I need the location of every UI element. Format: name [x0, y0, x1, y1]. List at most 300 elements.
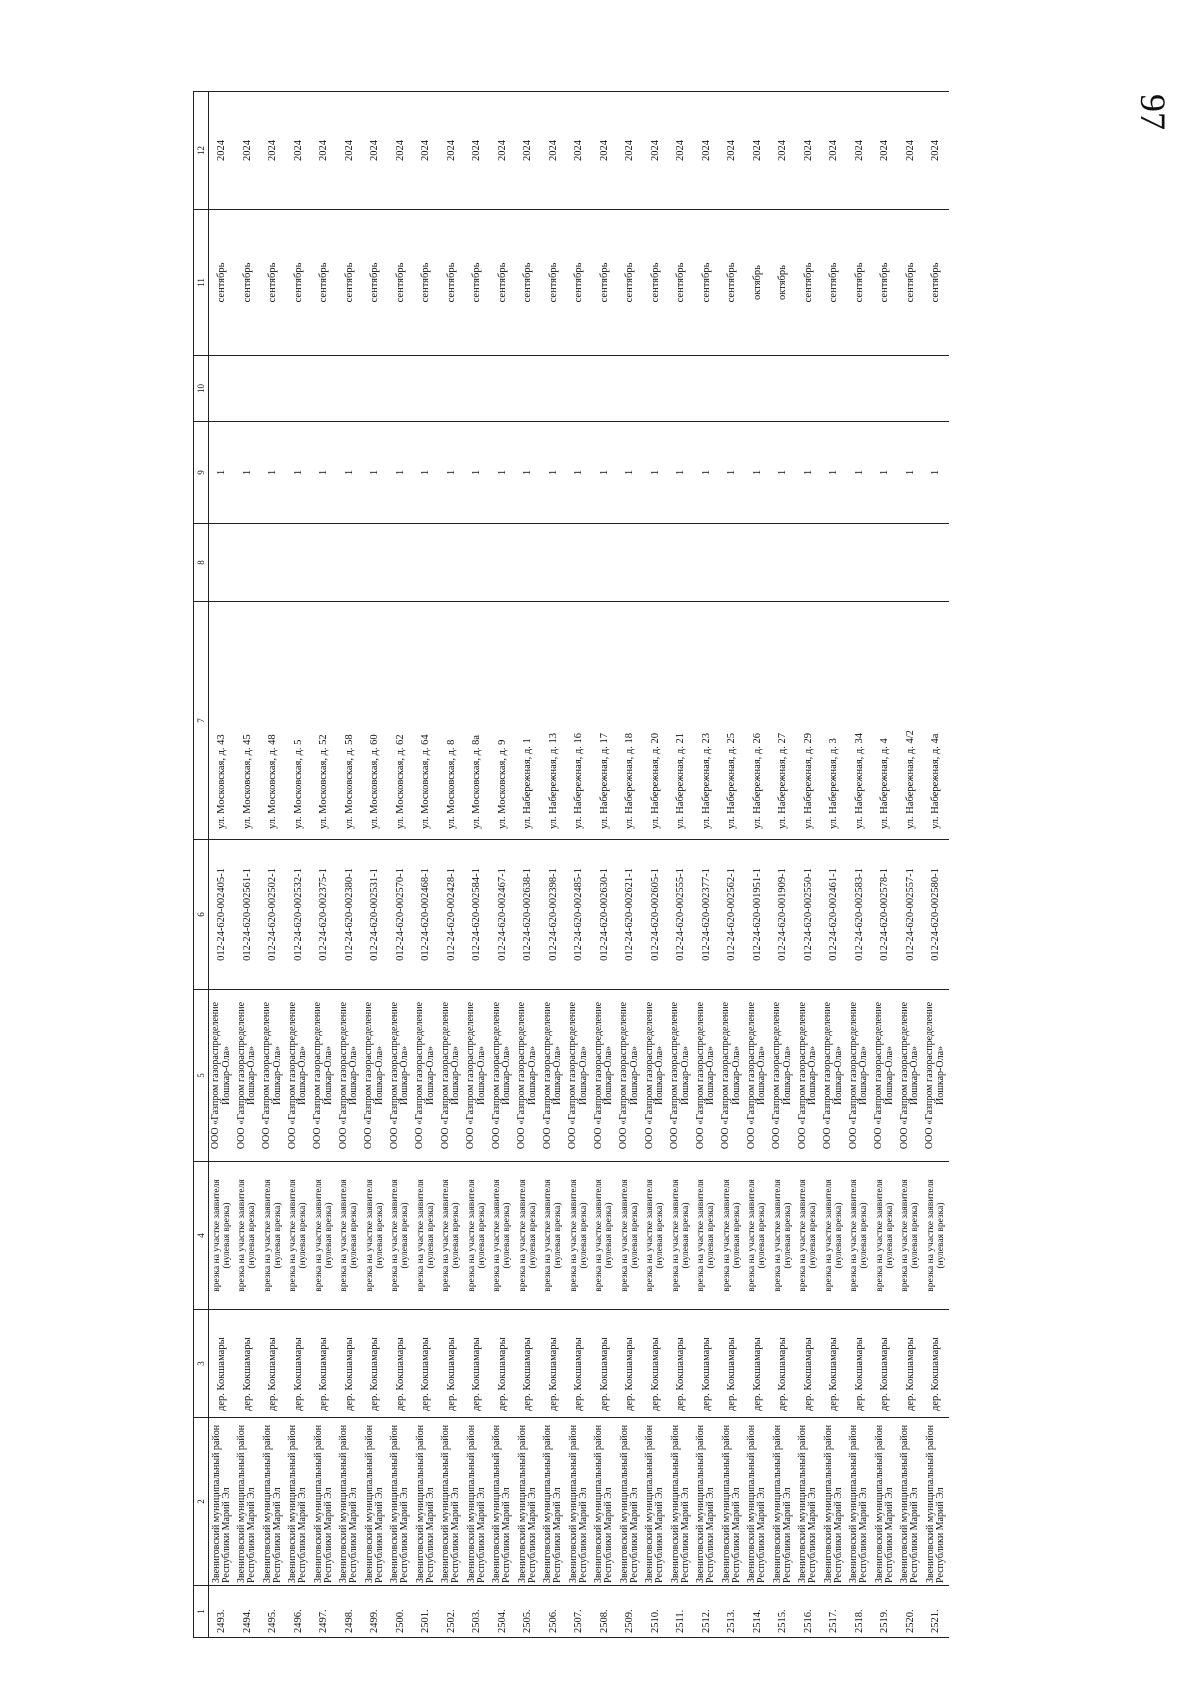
- cell-col10-value: [821, 356, 847, 422]
- cell-settlement: дер. Кокшамары: [337, 1310, 363, 1418]
- cell-row-number: 2520.: [898, 1586, 924, 1638]
- cell-col8-value: [439, 524, 465, 602]
- cell-address: ул. Набережная, д. 27: [770, 602, 796, 840]
- cell-year: 2024: [719, 92, 745, 210]
- cell-address: ул. Московская, д. 62: [388, 602, 414, 840]
- cell-address: ул. Набережная, д. 13: [541, 602, 567, 840]
- cell-month: сентябрь: [490, 210, 516, 356]
- cell-year: 2024: [439, 92, 465, 210]
- table-row: [388, 92, 414, 1638]
- cell-address: ул. Набережная, д. 20: [643, 602, 669, 840]
- cell-month: сентябрь: [796, 210, 822, 356]
- cell-quantity: 1: [209, 422, 235, 524]
- cell-connection-type: врезка на участке заявителя (нулевая врезка): [617, 1162, 643, 1310]
- cell-organization: ООО «Газпром газораспределение Йошкар-Ола»: [566, 990, 592, 1162]
- cell-col10-value: [617, 356, 643, 422]
- cell-application-number: 012-24-620-002550-1: [796, 840, 822, 990]
- cell-connection-type: врезка на участке заявителя (нулевая врезка): [439, 1162, 465, 1310]
- cell-organization: ООО «Газпром газораспределение Йошкар-Ола»: [209, 990, 235, 1162]
- cell-col8-value: [464, 524, 490, 602]
- cell-settlement: дер. Кокшамары: [260, 1310, 286, 1418]
- cell-col8-value: [337, 524, 363, 602]
- cell-district: Звениговский муниципальный район Республики Марий Эл: [923, 1418, 949, 1586]
- cell-connection-type: врезка на участке заявителя (нулевая врезка): [643, 1162, 669, 1310]
- cell-col10-value: [872, 356, 898, 422]
- cell-address: ул. Набережная, д. 4а: [923, 602, 949, 840]
- cell-col10-value: [413, 356, 439, 422]
- column-header-9: 9: [194, 422, 209, 524]
- cell-application-number: 012-24-620-002555-1: [668, 840, 694, 990]
- cell-district: Звениговский муниципальный район Республики Марий Эл: [668, 1418, 694, 1586]
- column-header-1: 1: [194, 1586, 209, 1638]
- cell-application-number: 012-24-620-002375-1: [311, 840, 337, 990]
- cell-address: ул. Московская, д. 58: [337, 602, 363, 840]
- cell-organization: ООО «Газпром газораспределение Йошкар-Ола»: [719, 990, 745, 1162]
- cell-month: октябрь: [745, 210, 771, 356]
- cell-col10-value: [923, 356, 949, 422]
- cell-application-number: 012-24-620-002398-1: [541, 840, 567, 990]
- cell-organization: ООО «Газпром газораспределение Йошкар-Ола»: [617, 990, 643, 1162]
- cell-district: Звениговский муниципальный район Республики Марий Эл: [770, 1418, 796, 1586]
- cell-row-number: 2499.: [362, 1586, 388, 1638]
- table-row: [694, 92, 720, 1638]
- cell-month: сентябрь: [617, 210, 643, 356]
- cell-quantity: 1: [745, 422, 771, 524]
- cell-month: сентябрь: [362, 210, 388, 356]
- table-row: [872, 92, 898, 1638]
- cell-address: ул. Набережная, д. 26: [745, 602, 771, 840]
- cell-district: Звениговский муниципальный район Республики Марий Эл: [566, 1418, 592, 1586]
- cell-connection-type: врезка на участке заявителя (нулевая врезка): [541, 1162, 567, 1310]
- cell-month: сентябрь: [821, 210, 847, 356]
- cell-col10-value: [796, 356, 822, 422]
- cell-connection-type: врезка на участке заявителя (нулевая врезка): [362, 1162, 388, 1310]
- cell-settlement: дер. Кокшамары: [821, 1310, 847, 1418]
- cell-application-number: 012-24-620-002638-1: [515, 840, 541, 990]
- cell-connection-type: врезка на участке заявителя (нулевая врезка): [337, 1162, 363, 1310]
- cell-district: Звениговский муниципальный район Республики Марий Эл: [490, 1418, 516, 1586]
- cell-connection-type: врезка на участке заявителя (нулевая врезка): [490, 1162, 516, 1310]
- cell-settlement: дер. Кокшамары: [490, 1310, 516, 1418]
- column-header-3: 3: [194, 1310, 209, 1418]
- cell-connection-type: врезка на участке заявителя (нулевая врезка): [821, 1162, 847, 1310]
- cell-settlement: дер. Кокшамары: [541, 1310, 567, 1418]
- cell-application-number: 012-24-620-002532-1: [286, 840, 312, 990]
- cell-col10-value: [847, 356, 873, 422]
- cell-settlement: дер. Кокшамары: [439, 1310, 465, 1418]
- cell-connection-type: врезка на участке заявителя (нулевая врезка): [260, 1162, 286, 1310]
- cell-col10-value: [311, 356, 337, 422]
- cell-address: ул. Московская, д. 64: [413, 602, 439, 840]
- table-row: [566, 92, 592, 1638]
- cell-district: Звениговский муниципальный район Республики Марий Эл: [260, 1418, 286, 1586]
- cell-col10-value: [668, 356, 694, 422]
- cell-application-number: 012-24-620-002557-1: [898, 840, 924, 990]
- cell-district: Звениговский муниципальный район Республики Марий Эл: [898, 1418, 924, 1586]
- cell-year: 2024: [515, 92, 541, 210]
- table-row: [617, 92, 643, 1638]
- cell-district: Звениговский муниципальный район Республики Марий Эл: [439, 1418, 465, 1586]
- cell-address: ул. Набережная, д. 1: [515, 602, 541, 840]
- cell-col8-value: [592, 524, 618, 602]
- cell-quantity: 1: [617, 422, 643, 524]
- table-row: [898, 92, 924, 1638]
- cell-year: 2024: [541, 92, 567, 210]
- cell-row-number: 2501.: [413, 1586, 439, 1638]
- cell-quantity: 1: [541, 422, 567, 524]
- cell-row-number: 2503.: [464, 1586, 490, 1638]
- cell-organization: ООО «Газпром газораспределение Йошкар-Ола»: [872, 990, 898, 1162]
- cell-row-number: 2519.: [872, 1586, 898, 1638]
- table-row: [235, 92, 261, 1638]
- cell-col8-value: [566, 524, 592, 602]
- cell-year: 2024: [311, 92, 337, 210]
- cell-row-number: 2502.: [439, 1586, 465, 1638]
- page-number: 97: [1133, 94, 1173, 130]
- cell-district: Звениговский муниципальный район Республики Марий Эл: [592, 1418, 618, 1586]
- cell-address: ул. Московская, д. 48: [260, 602, 286, 840]
- cell-settlement: дер. Кокшамары: [770, 1310, 796, 1418]
- cell-quantity: 1: [388, 422, 414, 524]
- cell-settlement: дер. Кокшамары: [898, 1310, 924, 1418]
- cell-connection-type: врезка на участке заявителя (нулевая врезка): [235, 1162, 261, 1310]
- cell-application-number: 012-24-620-002583-1: [847, 840, 873, 990]
- cell-connection-type: врезка на участке заявителя (нулевая врезка): [796, 1162, 822, 1310]
- cell-application-number: 012-24-620-002621-1: [617, 840, 643, 990]
- cell-quantity: 1: [311, 422, 337, 524]
- cell-organization: ООО «Газпром газораспределение Йошкар-Ола»: [643, 990, 669, 1162]
- cell-row-number: 2498.: [337, 1586, 363, 1638]
- cell-connection-type: врезка на участке заявителя (нулевая врезка): [388, 1162, 414, 1310]
- cell-col8-value: [388, 524, 414, 602]
- cell-address: ул. Набережная, д. 34: [847, 602, 873, 840]
- cell-address: ул. Набережная, д. 3: [821, 602, 847, 840]
- cell-address: ул. Набережная, д. 23: [694, 602, 720, 840]
- cell-application-number: 012-24-620-002467-1: [490, 840, 516, 990]
- cell-quantity: 1: [923, 422, 949, 524]
- cell-col8-value: [770, 524, 796, 602]
- cell-connection-type: врезка на участке заявителя (нулевая врезка): [847, 1162, 873, 1310]
- cell-connection-type: врезка на участке заявителя (нулевая врезка): [515, 1162, 541, 1310]
- cell-quantity: 1: [362, 422, 388, 524]
- cell-month: сентябрь: [541, 210, 567, 356]
- cell-address: ул. Набережная, д. 17: [592, 602, 618, 840]
- cell-col10-value: [235, 356, 261, 422]
- cell-month: сентябрь: [337, 210, 363, 356]
- cell-row-number: 2513.: [719, 1586, 745, 1638]
- cell-organization: ООО «Газпром газораспределение Йошкар-Ола»: [796, 990, 822, 1162]
- cell-organization: ООО «Газпром газораспределение Йошкар-Ола»: [668, 990, 694, 1162]
- cell-organization: ООО «Газпром газораспределение Йошкар-Ола»: [388, 990, 414, 1162]
- table-row: [413, 92, 439, 1638]
- cell-month: сентябрь: [515, 210, 541, 356]
- cell-organization: ООО «Газпром газораспределение Йошкар-Ола»: [694, 990, 720, 1162]
- cell-row-number: 2496.: [286, 1586, 312, 1638]
- cell-col10-value: [541, 356, 567, 422]
- cell-district: Звениговский муниципальный район Республики Марий Эл: [745, 1418, 771, 1586]
- cell-connection-type: врезка на участке заявителя (нулевая врезка): [694, 1162, 720, 1310]
- cell-application-number: 012-24-620-002570-1: [388, 840, 414, 990]
- cell-col10-value: [592, 356, 618, 422]
- cell-col8-value: [413, 524, 439, 602]
- cell-col10-value: [719, 356, 745, 422]
- cell-row-number: 2516.: [796, 1586, 822, 1638]
- column-header-5: 5: [194, 990, 209, 1162]
- cell-organization: ООО «Газпром газораспределение Йошкар-Ола»: [413, 990, 439, 1162]
- cell-row-number: 2518.: [847, 1586, 873, 1638]
- cell-district: Звениговский муниципальный район Республики Марий Эл: [617, 1418, 643, 1586]
- cell-row-number: 2508.: [592, 1586, 618, 1638]
- cell-col8-value: [821, 524, 847, 602]
- cell-year: 2024: [209, 92, 235, 210]
- cell-address: ул. Набережная, д. 4: [872, 602, 898, 840]
- cell-application-number: 012-24-620-002428-1: [439, 840, 465, 990]
- cell-district: Звениговский муниципальный район Республики Марий Эл: [362, 1418, 388, 1586]
- cell-month: сентябрь: [668, 210, 694, 356]
- cell-col10-value: [209, 356, 235, 422]
- cell-connection-type: врезка на участке заявителя (нулевая врезка): [872, 1162, 898, 1310]
- cell-application-number: 012-24-620-002578-1: [872, 840, 898, 990]
- cell-address: ул. Набережная, д. 25: [719, 602, 745, 840]
- cell-settlement: дер. Кокшамары: [286, 1310, 312, 1418]
- cell-connection-type: врезка на участке заявителя (нулевая врезка): [770, 1162, 796, 1310]
- cell-quantity: 1: [439, 422, 465, 524]
- cell-district: Звениговский муниципальный район Республики Марий Эл: [796, 1418, 822, 1586]
- cell-district: Звениговский муниципальный район Республики Марий Эл: [719, 1418, 745, 1586]
- cell-quantity: 1: [898, 422, 924, 524]
- table-row: [439, 92, 465, 1638]
- cell-organization: ООО «Газпром газораспределение Йошкар-Ола»: [515, 990, 541, 1162]
- column-header-11: 11: [194, 210, 209, 356]
- cell-organization: ООО «Газпром газораспределение Йошкар-Ола»: [490, 990, 516, 1162]
- cell-settlement: дер. Кокшамары: [464, 1310, 490, 1418]
- cell-connection-type: врезка на участке заявителя (нулевая врезка): [592, 1162, 618, 1310]
- cell-settlement: дер. Кокшамары: [413, 1310, 439, 1418]
- cell-application-number: 012-24-620-002380-1: [337, 840, 363, 990]
- cell-row-number: 2510.: [643, 1586, 669, 1638]
- gasification-table: [193, 91, 949, 1638]
- cell-col8-value: [286, 524, 312, 602]
- cell-application-number: 012-24-620-002531-1: [362, 840, 388, 990]
- rotated-table-container: [193, 92, 995, 1638]
- table-row: [286, 92, 312, 1638]
- cell-row-number: 2517.: [821, 1586, 847, 1638]
- cell-col8-value: [541, 524, 567, 602]
- cell-col8-value: [260, 524, 286, 602]
- cell-col10-value: [566, 356, 592, 422]
- cell-address: ул. Московская, д. 8а: [464, 602, 490, 840]
- cell-address: ул. Московская, д. 8: [439, 602, 465, 840]
- cell-row-number: 2512.: [694, 1586, 720, 1638]
- cell-row-number: 2497.: [311, 1586, 337, 1638]
- cell-address: ул. Московская, д. 52: [311, 602, 337, 840]
- cell-month: сентябрь: [235, 210, 261, 356]
- table-row: [260, 92, 286, 1638]
- table-row: [541, 92, 567, 1638]
- cell-connection-type: врезка на участке заявителя (нулевая врезка): [745, 1162, 771, 1310]
- cell-address: ул. Набережная, д. 29: [796, 602, 822, 840]
- table-row: [490, 92, 516, 1638]
- cell-settlement: дер. Кокшамары: [847, 1310, 873, 1418]
- cell-col8-value: [694, 524, 720, 602]
- cell-district: Звениговский муниципальный район Республики Марий Эл: [515, 1418, 541, 1586]
- cell-month: сентябрь: [847, 210, 873, 356]
- cell-settlement: дер. Кокшамары: [668, 1310, 694, 1418]
- cell-district: Звениговский муниципальный район Республики Марий Эл: [847, 1418, 873, 1586]
- cell-col8-value: [643, 524, 669, 602]
- cell-connection-type: врезка на участке заявителя (нулевая врезка): [923, 1162, 949, 1310]
- cell-settlement: дер. Кокшамары: [694, 1310, 720, 1418]
- cell-address: ул. Набережная, д. 16: [566, 602, 592, 840]
- cell-organization: ООО «Газпром газораспределение Йошкар-Ола»: [464, 990, 490, 1162]
- table-row: [719, 92, 745, 1638]
- column-header-6: 6: [194, 840, 209, 990]
- cell-quantity: 1: [490, 422, 516, 524]
- cell-row-number: 2514.: [745, 1586, 771, 1638]
- table-row: [923, 92, 949, 1638]
- cell-col8-value: [362, 524, 388, 602]
- cell-district: Звениговский муниципальный район Республики Марий Эл: [235, 1418, 261, 1586]
- cell-col10-value: [260, 356, 286, 422]
- table-body: [209, 92, 949, 1638]
- cell-month: сентябрь: [209, 210, 235, 356]
- cell-district: Звениговский муниципальный район Республики Марий Эл: [337, 1418, 363, 1586]
- cell-application-number: 012-24-620-002605-1: [643, 840, 669, 990]
- table-row: [847, 92, 873, 1638]
- cell-address: ул. Московская, д. 43: [209, 602, 235, 840]
- cell-col8-value: [235, 524, 261, 602]
- cell-quantity: 1: [592, 422, 618, 524]
- cell-month: сентябрь: [923, 210, 949, 356]
- cell-application-number: 012-24-620-002405-1: [209, 840, 235, 990]
- cell-address: ул. Набережная, д. 21: [668, 602, 694, 840]
- column-header-7: 7: [194, 602, 209, 840]
- cell-year: 2024: [617, 92, 643, 210]
- cell-organization: ООО «Газпром газораспределение Йошкар-Ола»: [286, 990, 312, 1162]
- cell-month: октябрь: [770, 210, 796, 356]
- cell-year: 2024: [668, 92, 694, 210]
- cell-organization: ООО «Газпром газораспределение Йошкар-Ола»: [847, 990, 873, 1162]
- cell-year: 2024: [847, 92, 873, 210]
- table-row: [592, 92, 618, 1638]
- cell-quantity: 1: [337, 422, 363, 524]
- cell-connection-type: врезка на участке заявителя (нулевая врезка): [668, 1162, 694, 1310]
- cell-settlement: дер. Кокшамары: [235, 1310, 261, 1418]
- cell-col10-value: [515, 356, 541, 422]
- cell-row-number: 2521.: [923, 1586, 949, 1638]
- cell-col10-value: [286, 356, 312, 422]
- cell-col10-value: [898, 356, 924, 422]
- cell-year: 2024: [362, 92, 388, 210]
- cell-settlement: дер. Кокшамары: [209, 1310, 235, 1418]
- cell-col8-value: [490, 524, 516, 602]
- cell-row-number: 2511.: [668, 1586, 694, 1638]
- cell-settlement: дер. Кокшамары: [388, 1310, 414, 1418]
- cell-district: Звениговский муниципальный район Республики Марий Эл: [311, 1418, 337, 1586]
- cell-settlement: дер. Кокшамары: [872, 1310, 898, 1418]
- cell-col10-value: [694, 356, 720, 422]
- cell-quantity: 1: [643, 422, 669, 524]
- cell-organization: ООО «Газпром газораспределение Йошкар-Ола»: [439, 990, 465, 1162]
- cell-col8-value: [923, 524, 949, 602]
- cell-quantity: 1: [413, 422, 439, 524]
- cell-month: сентябрь: [592, 210, 618, 356]
- cell-settlement: дер. Кокшамары: [745, 1310, 771, 1418]
- cell-address: ул. Набережная, д. 4/2: [898, 602, 924, 840]
- cell-application-number: 012-24-620-002377-1: [694, 840, 720, 990]
- cell-organization: ООО «Газпром газораспределение Йошкар-Ола»: [898, 990, 924, 1162]
- table-row: [643, 92, 669, 1638]
- table-row: [209, 92, 235, 1638]
- cell-organization: ООО «Газпром газораспределение Йошкар-Ола»: [362, 990, 388, 1162]
- cell-col8-value: [745, 524, 771, 602]
- cell-col8-value: [311, 524, 337, 602]
- cell-quantity: 1: [286, 422, 312, 524]
- cell-col8-value: [209, 524, 235, 602]
- cell-settlement: дер. Кокшамары: [796, 1310, 822, 1418]
- cell-quantity: 1: [770, 422, 796, 524]
- cell-address: ул. Московская, д. 9: [490, 602, 516, 840]
- cell-application-number: 012-24-620-002580-1: [923, 840, 949, 990]
- cell-organization: ООО «Газпром газораспределение Йошкар-Ола»: [235, 990, 261, 1162]
- cell-organization: ООО «Газпром газораспределение Йошкар-Ола»: [260, 990, 286, 1162]
- cell-settlement: дер. Кокшамары: [617, 1310, 643, 1418]
- cell-settlement: дер. Кокшамары: [592, 1310, 618, 1418]
- cell-district: Звениговский муниципальный район Республики Марий Эл: [464, 1418, 490, 1586]
- cell-application-number: 012-24-620-002485-1: [566, 840, 592, 990]
- cell-year: 2024: [566, 92, 592, 210]
- cell-col10-value: [439, 356, 465, 422]
- cell-quantity: 1: [515, 422, 541, 524]
- cell-row-number: 2495.: [260, 1586, 286, 1638]
- cell-application-number: 012-24-620-002630-1: [592, 840, 618, 990]
- cell-row-number: 2493.: [209, 1586, 235, 1638]
- cell-col8-value: [719, 524, 745, 602]
- cell-district: Звениговский муниципальный район Республики Марий Эл: [541, 1418, 567, 1586]
- cell-quantity: 1: [694, 422, 720, 524]
- cell-year: 2024: [796, 92, 822, 210]
- cell-col10-value: [745, 356, 771, 422]
- cell-row-number: 2504.: [490, 1586, 516, 1638]
- cell-quantity: 1: [464, 422, 490, 524]
- cell-month: сентябрь: [566, 210, 592, 356]
- cell-col10-value: [643, 356, 669, 422]
- cell-col8-value: [872, 524, 898, 602]
- cell-quantity: 1: [719, 422, 745, 524]
- cell-year: 2024: [337, 92, 363, 210]
- table-row: [464, 92, 490, 1638]
- table-row: [796, 92, 822, 1638]
- cell-month: сентябрь: [643, 210, 669, 356]
- cell-month: сентябрь: [898, 210, 924, 356]
- cell-year: 2024: [745, 92, 771, 210]
- cell-year: 2024: [260, 92, 286, 210]
- cell-col10-value: [770, 356, 796, 422]
- cell-col10-value: [490, 356, 516, 422]
- cell-month: сентябрь: [388, 210, 414, 356]
- cell-settlement: дер. Кокшамары: [311, 1310, 337, 1418]
- cell-address: ул. Набережная, д. 18: [617, 602, 643, 840]
- table-row: [362, 92, 388, 1638]
- cell-settlement: дер. Кокшамары: [362, 1310, 388, 1418]
- cell-month: сентябрь: [413, 210, 439, 356]
- cell-application-number: 012-24-620-002468-1: [413, 840, 439, 990]
- table-row: [821, 92, 847, 1638]
- cell-connection-type: врезка на участке заявителя (нулевая врезка): [464, 1162, 490, 1310]
- cell-year: 2024: [694, 92, 720, 210]
- cell-district: Звениговский муниципальный район Республики Марий Эл: [643, 1418, 669, 1586]
- cell-col10-value: [388, 356, 414, 422]
